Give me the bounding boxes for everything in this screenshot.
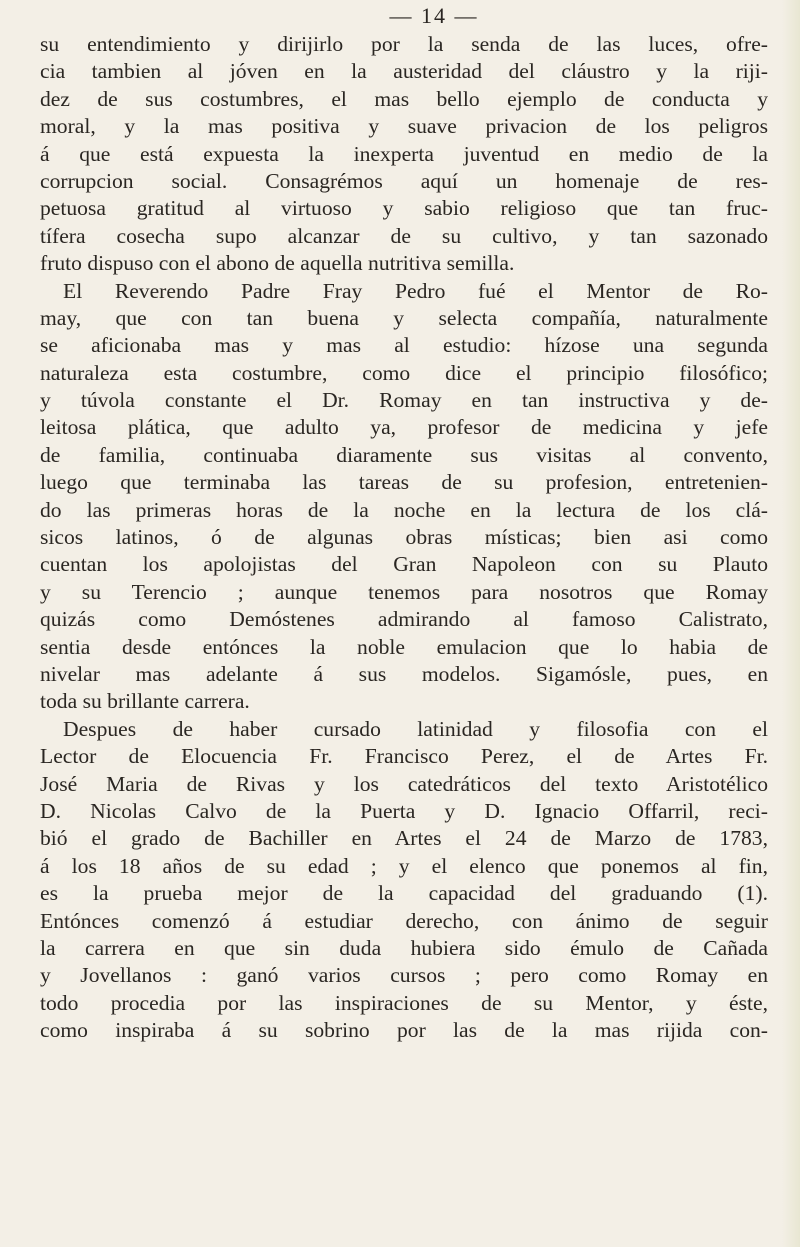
text-line: José Maria de Rivas y los catedráticos del texto Aristotélico: [40, 771, 768, 796]
text-line: sicos latinos, ó de algunas obras místicas; bien asi como: [40, 525, 768, 550]
text-line: El Reverendo Padre Fray Pedro fué el Mentor de Ro-: [63, 278, 768, 303]
text-line: á los 18 años de su edad ; y el elenco que ponemos al fin,: [40, 853, 768, 878]
text-line: su entendimiento y dirijirlo por la senda de las luces, ofre-: [40, 32, 768, 56]
text-line: corrupcion social. Consagrémos aquí un homenaje de res-: [40, 168, 768, 193]
text-line: de familia, continuaba diaramente sus visitas al convento,: [40, 442, 768, 467]
text-line: la carrera en que sin duda hubiera sido émulo de Cañada: [40, 935, 768, 960]
page-number: — 14 —: [389, 3, 479, 28]
text-line: Entónces comenzó á estudiar derecho, con ánimo de seguir: [40, 908, 768, 933]
text-line: sentia desde entónces la noble emulacion que lo habia de: [40, 634, 768, 659]
text-line: se aficionaba mas y mas al estudio: hízose una segunda: [40, 333, 768, 358]
text-line: á que está expuesta la inexperta juventud en medio de la: [40, 141, 768, 166]
body-text: [40, 31, 768, 1044]
text-line: dez de sus costumbres, el mas bello ejemplo de conducta y: [40, 86, 768, 111]
text-line: moral, y la mas positiva y suave privacion de los peligros: [40, 114, 768, 139]
text-line: may, que con tan buena y selecta compañía, naturalmente: [40, 305, 768, 330]
text-line: fruto dispuso con el abono de aquella nutritiva semilla.: [40, 251, 515, 276]
text-line: todo procedia por las inspiraciones de su Mentor, y éste,: [40, 990, 768, 1015]
page-edge-shading: [782, 0, 800, 1247]
text-line: y su Terencio ; aunque tenemos para nosotros que Romay: [40, 579, 768, 604]
text-line: y túvola constante el Dr. Romay en tan instructiva y de-: [40, 388, 768, 413]
text-line: como inspiraba á su sobrino por las de la mas rijida con-: [40, 1018, 768, 1043]
text-line: petuosa gratitud al virtuoso y sabio religioso que tan fruc-: [40, 196, 768, 221]
text-line: cia tambien al jóven en la austeridad del cláustro y la riji-: [40, 59, 768, 84]
text-line: naturaleza esta costumbre, como dice el principio filosófico;: [40, 360, 768, 385]
text-line: es la prueba mejor de la capacidad del graduando (1).: [40, 881, 768, 906]
text-line: quizás como Demóstenes admirando al famoso Calistrato,: [40, 607, 768, 632]
text-line: cuentan los apolojistas del Gran Napoleon con su Plauto: [40, 552, 768, 577]
text-line: D. Nicolas Calvo de la Puerta y D. Ignacio Offarril, reci-: [40, 798, 768, 823]
text-line: leitosa plática, que adulto ya, profesor de medicina y jefe: [40, 415, 768, 440]
text-line: y Jovellanos : ganó varios cursos ; pero como Romay en: [40, 963, 768, 988]
text-line: Despues de haber cursado latinidad y filosofia con el: [63, 716, 768, 741]
text-line: toda su brillante carrera.: [40, 689, 250, 714]
text-line: bió el grado de Bachiller en Artes el 24 de Marzo de 1783,: [40, 826, 768, 851]
text-line: do las primeras horas de la noche en la lectura de los clá-: [40, 497, 768, 522]
text-line: tífera cosecha supo alcanzar de su cultivo, y tan sazonado: [40, 223, 768, 248]
text-line: Lector de Elocuencia Fr. Francisco Perez, el de Artes Fr.: [40, 744, 768, 769]
text-line: luego que terminaba las tareas de su profesion, entretenien-: [40, 470, 768, 495]
text-line: nivelar mas adelante á sus modelos. Sigamósle, pues, en: [40, 661, 768, 686]
